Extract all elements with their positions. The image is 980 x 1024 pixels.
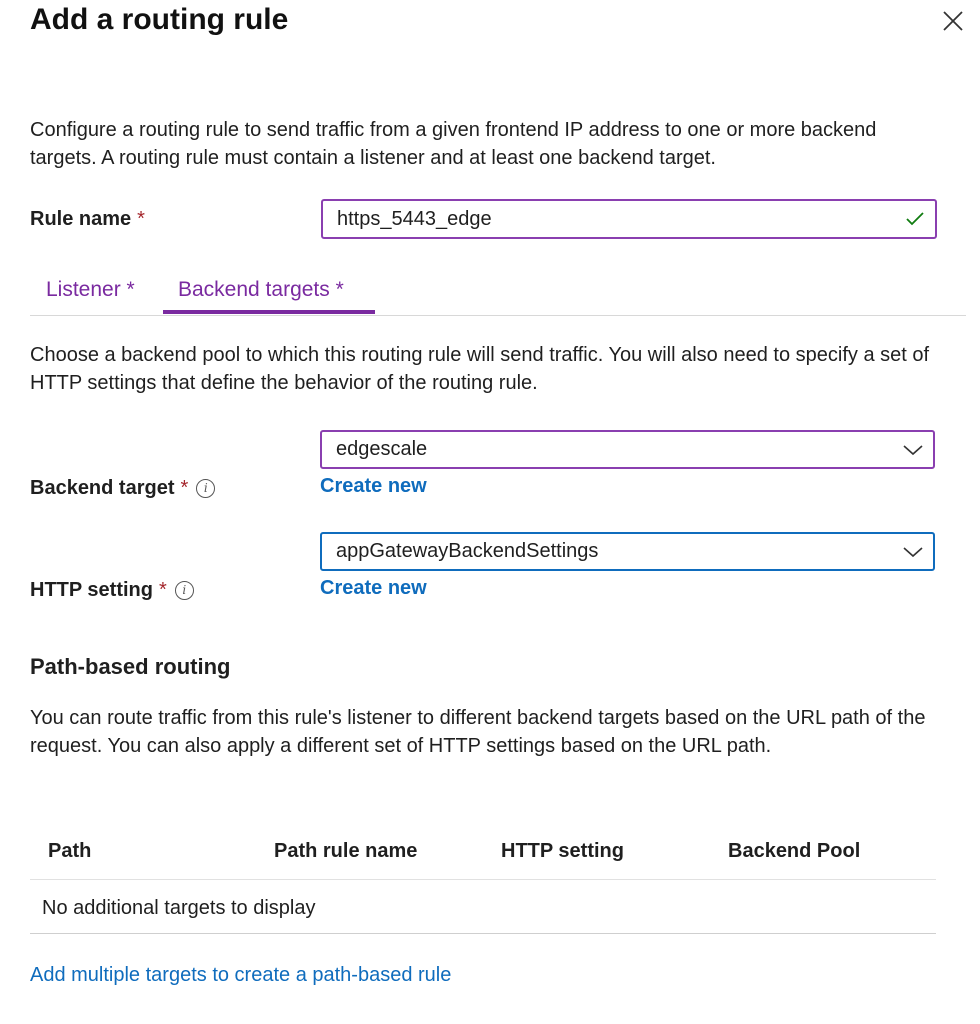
table-bottom-divider xyxy=(30,933,936,934)
backend-target-value: edgescale xyxy=(336,438,428,460)
rule-name-input[interactable] xyxy=(321,199,937,239)
add-multiple-targets-link[interactable]: Add multiple targets to create a path-based rule xyxy=(30,964,452,986)
required-asterisk: * xyxy=(180,477,189,499)
info-icon[interactable]: i xyxy=(175,581,194,600)
required-asterisk: * xyxy=(137,208,145,230)
path-routing-description: You can route traffic from this rule's listener to different backend targets based on the URL path of the request. You can also apply a different set of HTTP settings based on the URL path. xyxy=(30,707,926,757)
backend-target-label xyxy=(30,474,215,502)
panel-title: Add a routing rule xyxy=(30,3,289,36)
column-header-backend-pool: Backend Pool xyxy=(728,840,861,862)
column-header-http-setting: HTTP setting xyxy=(501,840,624,862)
column-header-path: Path xyxy=(48,840,92,862)
panel-description: Configure a routing rule to send traffic from a given frontend IP address to one or more backend targets. A routing rule must contain a listener and at least one backend target. xyxy=(30,119,877,169)
backend-target-dropdown[interactable] xyxy=(320,430,935,469)
chevron-down-icon xyxy=(893,432,933,467)
path-routing-title: Path-based routing xyxy=(30,654,231,679)
http-setting-label-text: HTTP setting xyxy=(30,579,153,601)
backend-target-create-new-link[interactable]: Create new xyxy=(320,475,427,497)
tab-selected-underline xyxy=(163,310,375,314)
backend-target-label-text: Backend target xyxy=(30,477,175,499)
info-icon[interactable]: i xyxy=(196,479,215,498)
table-empty-message: No additional targets to display xyxy=(42,897,316,919)
rule-name-label-text: Rule name xyxy=(30,208,132,230)
tab-divider xyxy=(30,315,966,316)
http-setting-label xyxy=(30,576,194,604)
http-setting-value: appGatewayBackendSettings xyxy=(336,540,599,562)
chevron-down-icon xyxy=(893,534,933,569)
close-icon[interactable] xyxy=(938,6,968,36)
rule-name-label xyxy=(30,205,145,233)
tab-listener[interactable]: Listener * xyxy=(46,278,135,301)
column-header-path-rule-name: Path rule name xyxy=(274,840,418,862)
rule-name-value: https_5443_edge xyxy=(337,207,492,230)
table-header-divider xyxy=(30,879,936,880)
backend-description: Choose a backend pool to which this routing rule will send traffic. You will also need to specify a set of HTTP settings that define the behavior of the routing rule. xyxy=(30,344,930,394)
tab-backend-targets[interactable]: Backend targets * xyxy=(178,278,344,301)
http-setting-dropdown[interactable] xyxy=(320,532,935,571)
http-setting-create-new-link[interactable]: Create new xyxy=(320,577,427,599)
checkmark-icon xyxy=(895,201,935,237)
required-asterisk: * xyxy=(158,579,167,601)
